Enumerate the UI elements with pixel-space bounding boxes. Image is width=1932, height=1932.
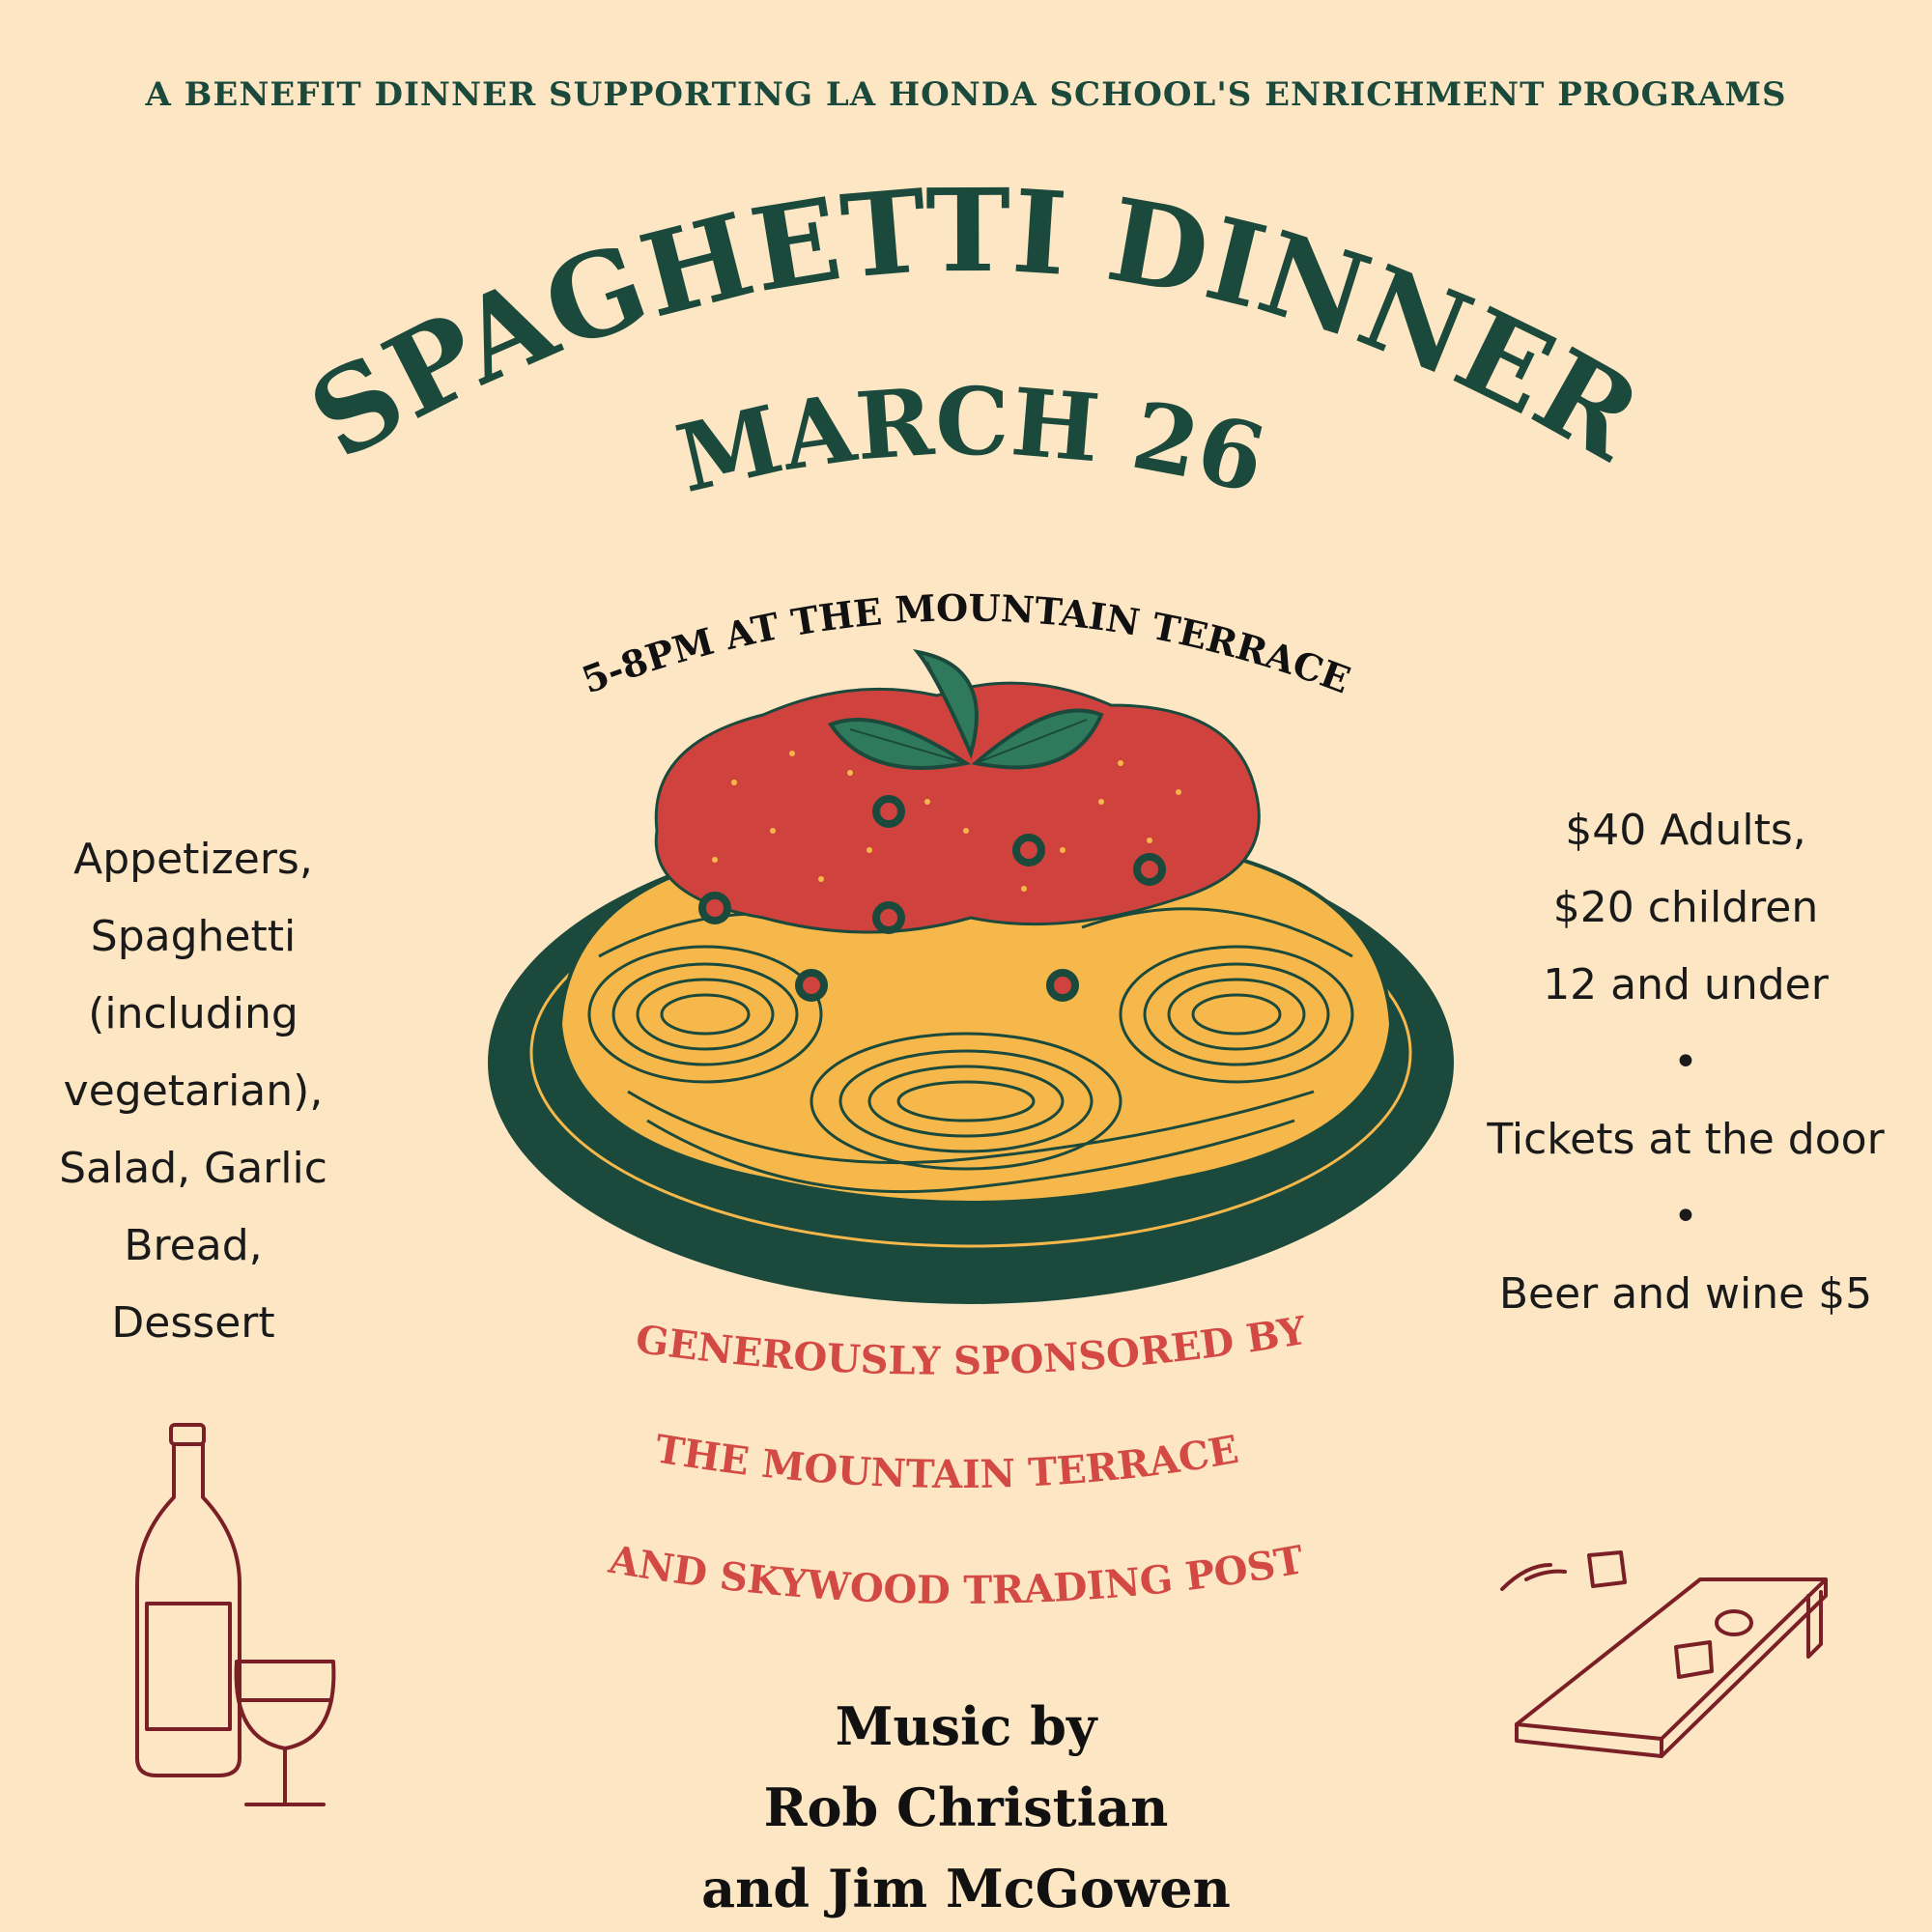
music-line: and Jim McGowen: [701, 1858, 1231, 1919]
bullet-separator: •: [1673, 1037, 1698, 1087]
menu-line: Appetizers,: [73, 835, 313, 884]
price-line: Tickets at the door: [1487, 1115, 1885, 1164]
menu-line: Bread,: [124, 1221, 263, 1270]
music-line: Rob Christian: [763, 1776, 1169, 1838]
menu-line: Spaghetti: [90, 912, 297, 961]
sponsor-line-1: GENEROUSLY SPONSORED BY: [633, 1307, 1310, 1384]
price-line: $20 children: [1552, 883, 1819, 932]
event-time-location: 5-8PM AT THE MOUNTAIN TERRACE: [576, 585, 1356, 702]
price-info: [1449, 792, 1922, 1333]
price-line: Beer and wine $5: [1498, 1269, 1873, 1319]
sponsor-line-3: AND SKYWOOD TRADING POST: [606, 1536, 1308, 1614]
spaghetti-plate-illustration: [483, 638, 1459, 1314]
price-line: $40 Adults,: [1565, 806, 1806, 855]
bullet-separator: •: [1673, 1192, 1698, 1241]
menu-line: Salad, Garlic: [59, 1144, 327, 1193]
price-line: 12 and under: [1543, 960, 1829, 1009]
event-date: MARCH 26: [667, 366, 1276, 515]
menu-line: vegetarian),: [63, 1066, 324, 1116]
wine-bottle-glass-icon: [126, 1420, 348, 1806]
cornhole-board-icon: [1497, 1536, 1835, 1758]
sponsor-line-2: THE MOUNTAIN TERRACE: [651, 1426, 1242, 1498]
menu-line: (including: [88, 989, 298, 1038]
event-title: SPAGHETTI DINNER: [288, 162, 1662, 487]
menu-line: Dessert: [111, 1298, 275, 1348]
music-line: Music by: [835, 1695, 1097, 1757]
benefit-tagline: A BENEFIT DINNER SUPPORTING LA HONDA SCHOOL'S ENRICHMENT PROGRAMS: [145, 75, 1787, 114]
music-credits: [483, 1686, 1449, 1929]
menu-list: [39, 821, 348, 1362]
